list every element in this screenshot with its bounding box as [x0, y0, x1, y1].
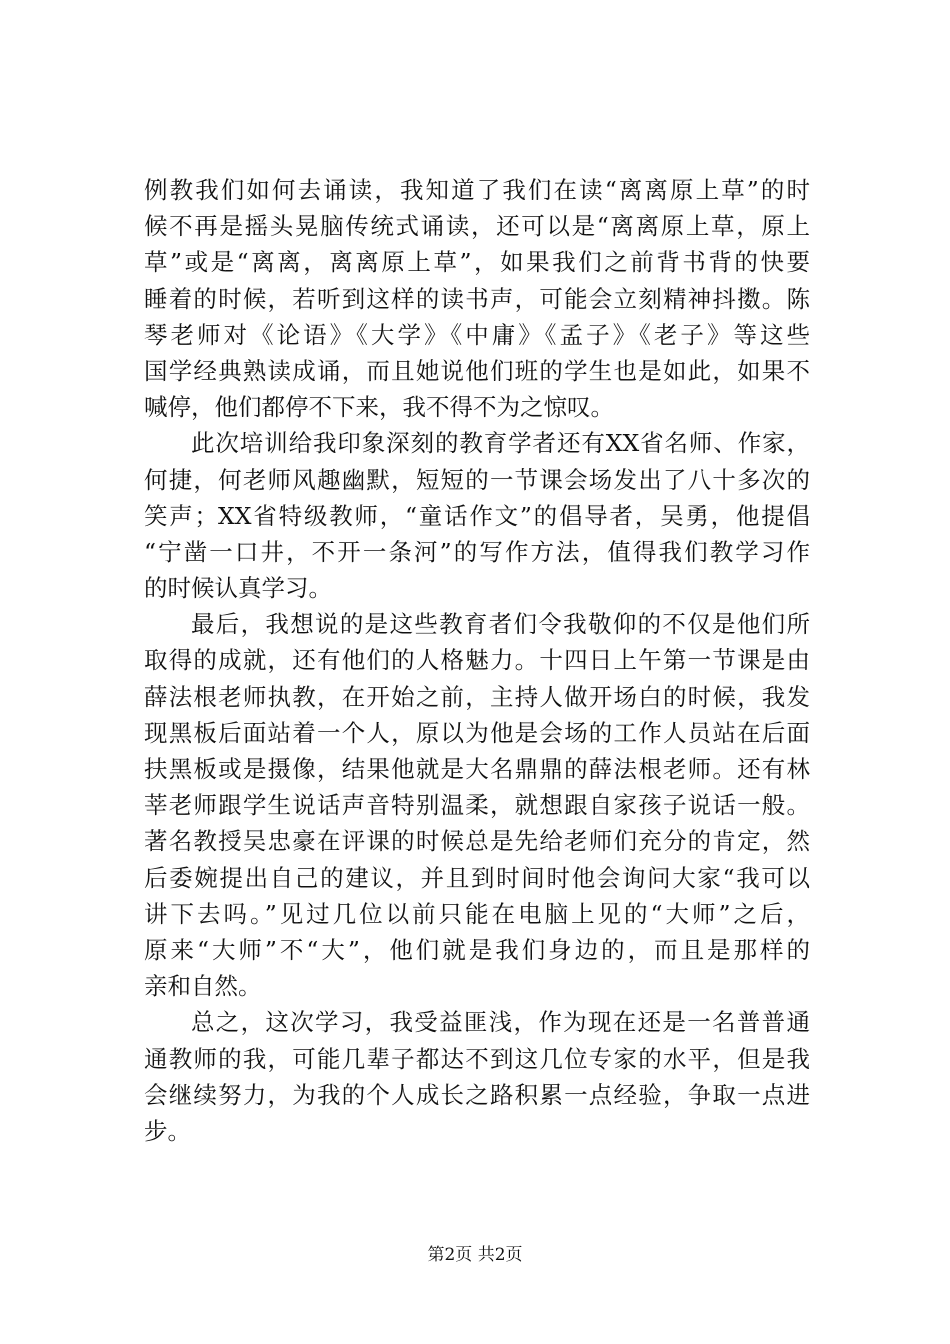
text-line: 笑声；XX省特级教师，“童话作文”的倡导者，吴勇，他提倡 [144, 501, 810, 530]
text-line: 的时候认真学习。 [144, 574, 332, 603]
text-line: 通教师的我，可能几辈子都达不到这几位专家的水平，但是我 [144, 1044, 810, 1073]
text-line: 喊停，他们都停不下来，我不得不为之惊叹。 [144, 393, 614, 422]
text-line: 取得的成就，还有他们的人格魅力。十四日上午第一节课是由 [144, 646, 810, 675]
text-line: 国学经典熟读成诵，而且她说他们班的学生也是如此，如果不 [144, 356, 810, 385]
text-line: 何捷，何老师风趣幽默，短短的一节课会场发出了八十多次的 [144, 465, 810, 494]
text-line: 候不再是摇头晃脑传统式诵读，还可以是“离离原上草，原上 [144, 212, 810, 241]
text-line: 总之，这次学习，我受益匪浅，作为现在还是一名普普通 [191, 1008, 810, 1037]
text-line: 莘老师跟学生说话声音特别温柔，就想跟自家孩子说话一般。 [144, 791, 810, 820]
document-body [144, 172, 810, 1149]
text-line: 此次培训给我印象深刻的教育学者还有XX省名师、作家， [191, 429, 810, 458]
text-line: 亲和自然。 [144, 972, 262, 1001]
text-line: 例教我们如何去诵读，我知道了我们在读“离离原上草”的时 [144, 176, 810, 204]
text-line: 现黑板后面站着一个人，原以为他是会场的工作人员站在后面 [144, 718, 810, 747]
page-number-footer: 第2页 共2页 [427, 1245, 523, 1265]
text-line: 原来“大师”不“大”，他们就是我们身边的，而且是那样的 [144, 935, 810, 964]
text-line: 草”或是“离离，离离原上草”，如果我们之前背书背的快要 [144, 248, 810, 277]
text-line: 琴老师对《论语》《大学》《中庸》《孟子》《老子》等这些 [144, 320, 810, 349]
text-line: 会继续努力，为我的个人成长之路积累一点经验，争取一点进 [144, 1080, 810, 1109]
text-line: 睡着的时候，若听到这样的读书声，可能会立刻精神抖擞。陈 [144, 284, 810, 313]
text-line: 扶黑板或是摄像，结果他就是大名鼎鼎的薛法根老师。还有林 [144, 755, 810, 783]
text-line: 讲下去吗。”见过几位以前只能在电脑上见的“大师”之后， [144, 899, 810, 928]
text-line: 步。 [144, 1116, 191, 1145]
text-line: 后委婉提出自己的建议，并且到时间时他会询问大家“我可以 [144, 863, 810, 892]
text-line: 著名教授吴忠豪在评课的时候总是先给老师们充分的肯定，然 [144, 827, 810, 856]
text-line: “宁凿一口井，不开一条河”的写作方法，值得我们教学习作 [144, 537, 810, 566]
text-line: 薛法根老师执教，在开始之前，主持人做开场白的时候，我发 [144, 682, 810, 711]
text-line: 最后，我想说的是这些教育者们令我敬仰的不仅是他们所 [191, 610, 810, 639]
